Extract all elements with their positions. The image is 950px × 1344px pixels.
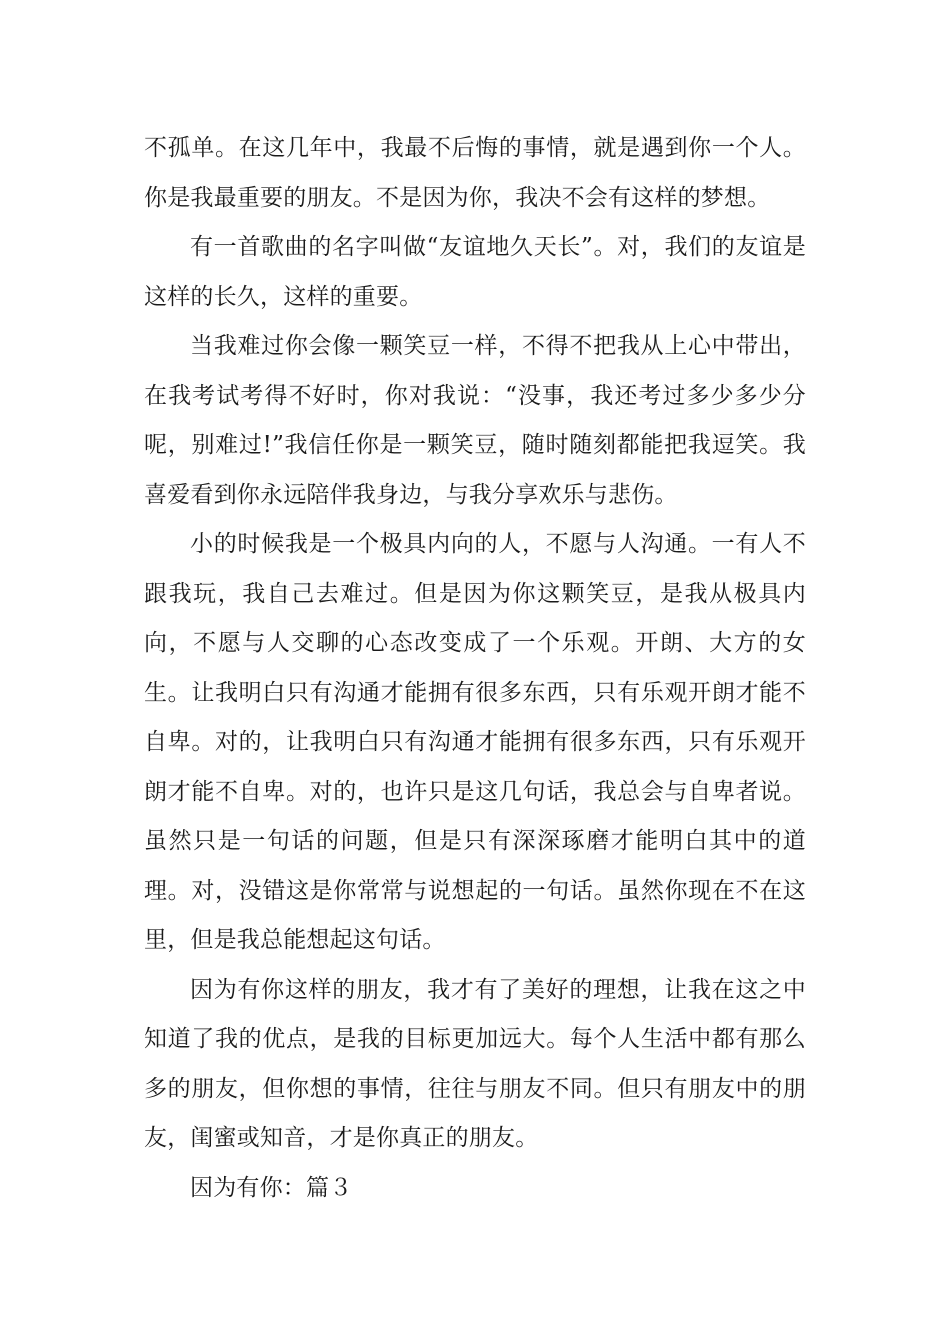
section-heading: 因为有你：篇３ bbox=[190, 1174, 353, 1201]
paragraph-continuation: 不孤单。在这几年中，我最不后悔的事情，就是遇到你一个人。你是我最重要的朋友。不是因为你，我决不会有这样的梦想。 bbox=[144, 135, 806, 211]
document-body bbox=[144, 124, 806, 1213]
paragraph-childhood: 小的时候我是一个极具内向的人，不愿与人沟通。一有人不跟我玩，我自己去难过。但是因为你这颗笑豆，是我从极具内向，不愿与人交聊的心态改变成了一个乐观。开朗、大方的女生。让我明白只有沟通才能拥有很多东西，只有乐观开朗才能不自卑。对的，让我明白只有沟通才能拥有很多东西，只有乐观开朗才能不自卑。对的，也许只是这几句话，我总会与自卑者说。虽然只是一句话的问题，但是只有深深琢磨才能明白其中的道理。对，没错这是你常常与说想起的一句话。虽然你现在不在这里，但是我总能想起这句话。 bbox=[144, 531, 806, 953]
paragraph-ideals: 因为有你这样的朋友，我才有了美好的理想，让我在这之中知道了我的优点，是我的目标更加远大。每个人生活中都有那么多的朋友，但你想的事情，往往与朋友不同。但只有朋友中的朋友，闺蜜或知音，才是你真正的朋友。 bbox=[144, 976, 806, 1151]
paragraph-laughing-bean: 当我难过你会像一颗笑豆一样，不得不把我从上心中带出，在我考试考得不好时，你对我说：“没事，我还考过多少多少分呢，别难过!”我信任你是一颗笑豆，随时随刻都能把我逗笑。我喜爱看到你永远陪伴我身边，与我分享欢乐与悲伤。 bbox=[144, 333, 806, 508]
paragraph-friendship-song: 有一首歌曲的名字叫做“友谊地久天长”。对，我们的友谊是这样的长久，这样的重要。 bbox=[144, 234, 806, 310]
